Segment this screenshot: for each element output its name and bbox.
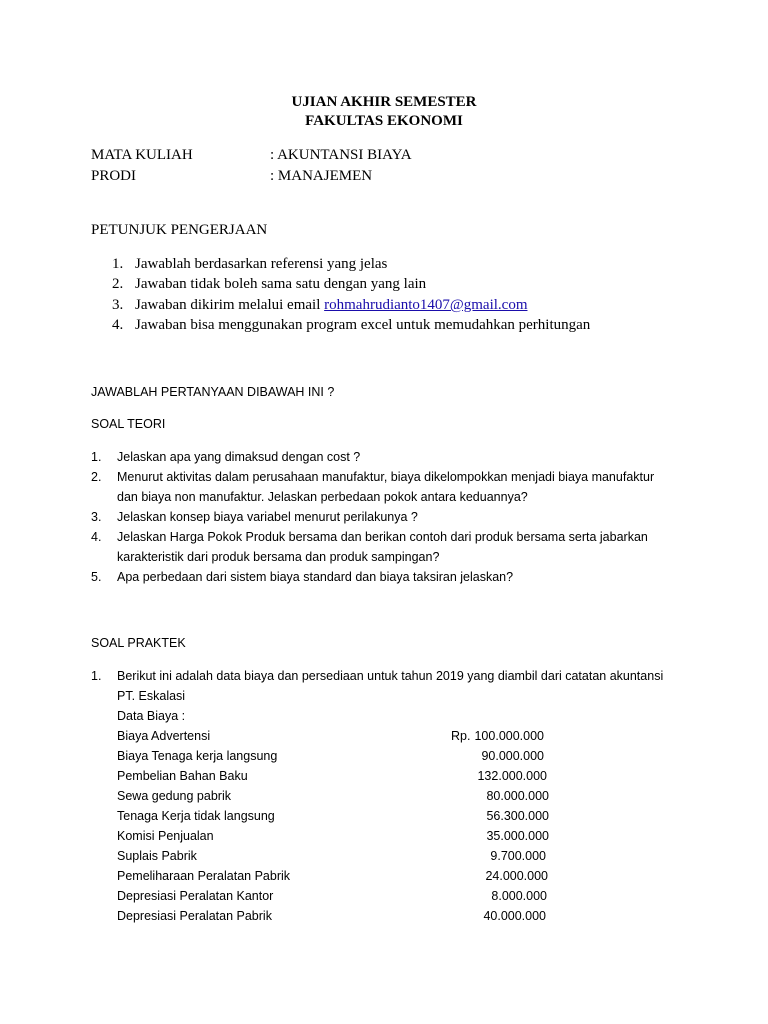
instruction-text: Jawaban bisa menggunakan program excel untuk memudahkan perhitungan [135,317,591,333]
email-link[interactable]: rohmahrudianto1407@gmail.com [324,297,528,313]
cost-label: Sewa gedung pabrik [117,789,231,803]
cost-label: Tenaga Kerja tidak langsung [117,809,275,823]
instruction-number: 1. [112,256,124,272]
instructions-heading: PETUNJUK PENGERJAAN [91,222,268,238]
instruction-text: Jawaban tidak boleh sama satu dengan yang lain [135,276,427,292]
cost-currency: Rp. [451,729,471,743]
theory-question-cont: karakteristik dari produk bersama dan produk sampingan? [117,550,440,564]
theory-number: 2. [91,470,102,484]
faculty-title: FAKULTAS EKONOMI [305,113,463,129]
theory-question: Jelaskan konsep biaya variabel menurut perilakunya ? [117,510,418,524]
practice-question: Berikut ini adalah data biaya dan persediaan untuk tahun 2019 yang diambil dari catatan akuntansi [117,669,664,683]
theory-question: Jelaskan apa yang dimaksud dengan cost ? [117,450,361,464]
cost-value: 9.700.000 [490,849,546,863]
cost-label: Pemeliharaan Peralatan Pabrik [117,869,291,883]
theory-number: 3. [91,510,102,524]
practice-heading: SOAL PRAKTEK [91,636,186,650]
cost-value: 35.000.000 [486,829,549,843]
instruction-text [135,297,527,314]
instruction-number: 4. [112,317,124,333]
cost-data-heading: Data Biaya : [117,709,186,723]
course-label: MATA KULIAH [91,147,193,163]
answer-prompt: JAWABLAH PERTANYAAN DIBAWAH INI ? [91,385,335,399]
instruction-text: Jawablah berdasarkan referensi yang jelas [135,256,388,272]
cost-label: Komisi Penjualan [117,829,214,843]
theory-number: 4. [91,530,102,544]
cost-value: 56.300.000 [486,809,549,823]
cost-value: 80.000.000 [486,789,549,803]
program-label: PRODI [91,168,137,184]
cost-value: 24.000.000 [485,869,548,883]
cost-value: 132.000.000 [477,769,547,783]
cost-label: Pembelian Bahan Baku [117,769,248,783]
practice-question-cont: PT. Eskalasi [117,689,186,703]
theory-question: Apa perbedaan dari sistem biaya standard dan biaya taksiran jelaskan? [117,570,514,584]
instruction-number: 3. [112,297,124,313]
exam-title: UJIAN AKHIR SEMESTER [291,94,477,110]
theory-question: Menurut aktivitas dalam perusahaan manufaktur, biaya dikelompokkan menjadi biaya manufaktur [117,470,655,484]
instruction-email-prefix: Jawaban dikirim melalui email [135,297,325,313]
theory-number: 1. [91,450,102,464]
program-value: : MANAJEMEN [270,168,373,184]
cost-label: Biaya Advertensi [117,729,211,743]
cost-value: 100.000.000 [474,729,544,743]
cost-label: Suplais Pabrik [117,849,197,863]
cost-value: 8.000.000 [491,889,547,903]
theory-heading: SOAL TEORI [91,417,166,431]
practice-number: 1. [91,669,102,683]
cost-label: Depresiasi Peralatan Kantor [117,889,274,903]
theory-question-cont: dan biaya non manufaktur. Jelaskan perbedaan pokok antara keduannya? [117,490,528,504]
cost-value: 90.000.000 [481,749,544,763]
theory-number: 5. [91,570,102,584]
cost-label: Depresiasi Peralatan Pabrik [117,909,272,923]
theory-question: Jelaskan Harga Pokok Produk bersama dan berikan contoh dari produk bersama serta jabarkan [117,530,648,544]
course-value: : AKUNTANSI BIAYA [270,147,412,163]
instruction-number: 2. [112,276,124,292]
cost-value: 40.000.000 [483,909,546,923]
cost-label: Biaya Tenaga kerja langsung [117,749,278,763]
